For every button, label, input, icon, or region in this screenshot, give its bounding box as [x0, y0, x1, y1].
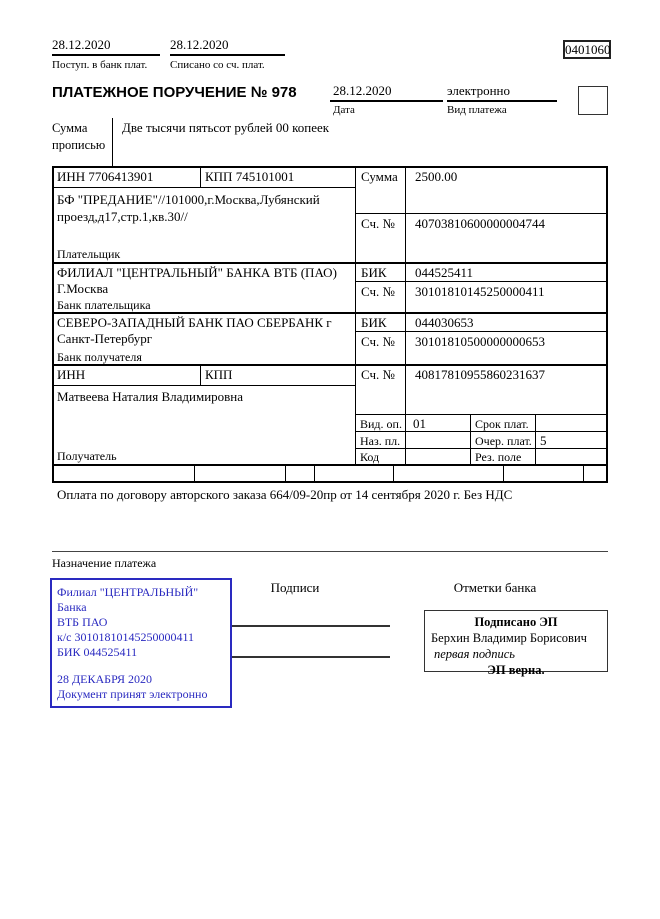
minigrid-row1-border — [355, 431, 608, 432]
beneficiary-account-value: 40817810955860231637 — [415, 367, 545, 382]
debited-from-account-date: 28.12.2020 — [170, 37, 229, 52]
beneficiary-bank-account-label: Сч. № — [361, 334, 395, 349]
stamp-accepted-note: Документ принят электронно — [57, 687, 208, 701]
beneficiary-kpp-label: КПП — [205, 367, 233, 382]
op-type-value: 01 — [413, 416, 426, 431]
payer-bank-section-border — [52, 312, 608, 314]
payment-kind-value: электронно — [447, 83, 511, 98]
payer-bank-name-line1: ФИЛИАЛ "ЦЕНТРАЛЬНЫЙ" БАНКА ВТБ (ПАО) — [57, 265, 337, 280]
label-column-border — [355, 166, 356, 464]
payer-innkpp-divider — [200, 166, 201, 187]
stamp-bank-name-line2: ВТБ ПАО — [57, 615, 108, 629]
beneficiary-bank-name-line2: Санкт-Петербург — [57, 331, 153, 346]
stamp-bank-name-line1: Филиал "ЦЕНТРАЛЬНЫЙ" Банка — [57, 585, 199, 614]
bank-acceptance-stamp — [50, 578, 232, 708]
beneficiary-caption: Получатель — [57, 449, 117, 463]
bank-marks-heading: Отметки банка — [453, 580, 537, 595]
payer-inn: ИНН 7706413901 — [57, 169, 154, 184]
tax-row-divider-2 — [285, 466, 286, 481]
payer-account-value: 40703810600000004744 — [415, 216, 545, 231]
payer-section-border — [52, 262, 608, 264]
date-underline — [330, 100, 443, 102]
esign-verified: ЭП верна. — [487, 663, 545, 677]
minigrid-col2-divider — [535, 414, 536, 464]
purpose-text: Оплата по договору авторского заказа 664/09-20пр от 14 сентября 2020 г. Без НДС — [57, 487, 513, 502]
date-label: Дата — [333, 104, 355, 116]
beneficiary-bank-bik-value: 044030653 — [415, 315, 474, 330]
beneficiary-bank-section-border — [52, 364, 608, 366]
signature-line-2 — [232, 656, 390, 658]
payer-bank-account-value: 30101810145250000411 — [415, 284, 545, 299]
payment-order-label: Очер. плат. — [475, 434, 532, 448]
amount-cell-border — [355, 213, 608, 214]
received-in-bank-label: Поступ. в банк плат. — [52, 59, 148, 71]
amount-in-words-label: Сумма прописью — [52, 121, 106, 152]
beneficiary-inn-label: ИНН — [57, 367, 86, 382]
beneficiary-innkpp-divider — [200, 364, 201, 385]
beneficiary-bank-bik-border — [355, 331, 608, 332]
purpose-underline — [52, 551, 608, 552]
value-column-border — [405, 166, 406, 464]
esign-box — [424, 610, 608, 677]
signatures-heading: Подписи — [270, 580, 320, 595]
amount-value: 2500.00 — [415, 169, 458, 184]
stamp-bik: БИК 044525411 — [57, 645, 138, 659]
payment-order-value: 5 — [540, 433, 547, 448]
code-label: Код — [360, 450, 380, 464]
esign-signature-kind: первая подпись — [434, 647, 515, 661]
payer-kpp: КПП 745101001 — [205, 169, 295, 184]
payer-innkpp-row-border — [52, 187, 355, 188]
payer-name: БФ "ПРЕДАНИЕ"//101000,г.Москва,Лубянский проезд,д17,стр.1,кв.30// — [57, 192, 320, 224]
signature-line-1 — [232, 625, 390, 627]
payer-caption: Плательщик — [57, 247, 121, 261]
tax-row-divider-4 — [393, 466, 394, 481]
beneficiary-account-cell-border — [355, 414, 608, 415]
amount-words-divider — [112, 118, 113, 166]
payer-bank-account-label: Сч. № — [361, 284, 395, 299]
beneficiary-account-label: Сч. № — [361, 367, 395, 382]
esign-signer-name: Берхин Владимир Борисович — [431, 631, 587, 645]
form-code-box: 0401060 — [565, 42, 611, 57]
amount-label: Сумма — [361, 169, 398, 184]
payer-bank-caption: Банк плательщика — [57, 298, 151, 312]
beneficiary-bank-name-line1: СЕВЕРО-ЗАПАДНЫЙ БАНК ПАО СБЕРБАНК г — [57, 315, 332, 330]
esign-title: Подписано ЭП — [474, 615, 558, 629]
stamp-corr-account: к/с 30101810145250000411 — [57, 630, 195, 644]
beneficiary-bank-bik-label: БИК — [361, 315, 387, 330]
payer-bank-bik-border — [355, 281, 608, 282]
beneficiary-bank-caption: Банк получателя — [57, 350, 142, 364]
tax-row-divider-1 — [194, 466, 195, 481]
tax-row-divider-5 — [503, 466, 504, 481]
document-title: ПЛАТЕЖНОЕ ПОРУЧЕНИЕ № 978 — [52, 84, 297, 101]
received-in-bank-date: 28.12.2020 — [52, 37, 111, 52]
table-bottom-border — [52, 464, 608, 466]
payment-kind-underline — [447, 100, 557, 102]
payer-bank-bik-value: 044525411 — [415, 265, 474, 280]
minigrid-col1-divider — [470, 414, 471, 464]
payer-account-label: Сч. № — [361, 216, 395, 231]
purpose-caption: Назначение платежа — [52, 556, 157, 570]
table-top-border — [52, 166, 608, 168]
minigrid-row2-border — [355, 448, 608, 449]
payment-kind-checkbox — [578, 86, 608, 115]
payer-bank-name-line2: Г.Москва — [57, 281, 109, 296]
naz-pl-label: Наз. пл. — [360, 434, 401, 448]
received-date-underline — [52, 54, 160, 56]
debited-date-underline — [170, 54, 285, 56]
table-right-border — [606, 166, 608, 483]
op-type-label: Вид. оп. — [360, 417, 402, 431]
payment-kind-label: Вид платежа — [447, 104, 507, 116]
stamp-spacer — [57, 660, 225, 672]
tax-row-divider-3 — [314, 466, 315, 481]
tax-row-bottom-border — [52, 481, 608, 483]
beneficiary-innkpp-row-border — [52, 385, 355, 386]
debited-from-account-label: Списано со сч. плат. — [170, 59, 265, 71]
stamp-date: 28 ДЕКАБРЯ 2020 — [57, 672, 152, 686]
payment-term-label: Срок плат. — [475, 417, 529, 431]
document-date-value: 28.12.2020 — [333, 83, 392, 98]
tax-row-divider-6 — [583, 466, 584, 481]
table-left-border — [52, 166, 54, 483]
beneficiary-name: Матвеева Наталия Владимировна — [57, 389, 244, 404]
reserve-field-label: Рез. поле — [475, 450, 522, 464]
amount-in-words-value: Две тысячи пятьсот рублей 00 копеек — [122, 120, 330, 135]
beneficiary-bank-account-value: 30101810500000000653 — [415, 334, 545, 349]
payer-bank-bik-label: БИК — [361, 265, 387, 280]
